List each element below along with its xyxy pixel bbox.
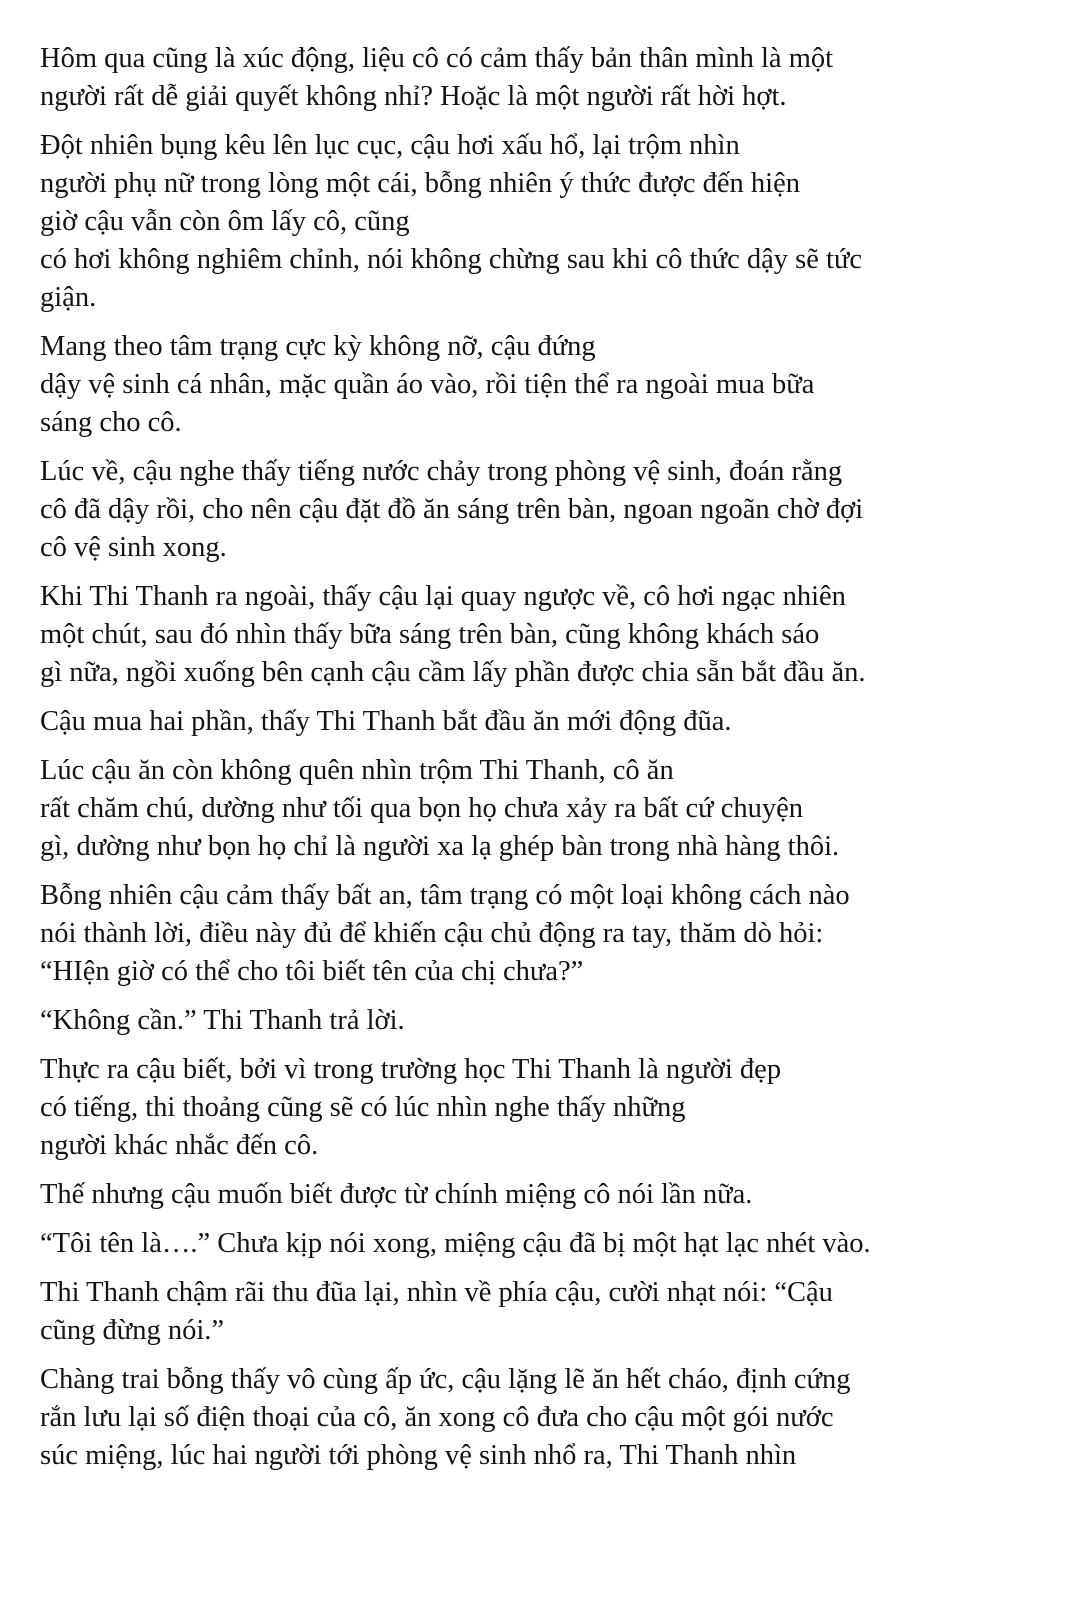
text-line: cô đã dậy rồi, cho nên cậu đặt đồ ăn sáng trên bàn, ngoan ngoãn chờ đợi: [40, 494, 864, 525]
text-line: “Tôi tên là….” Chưa kịp nói xong, miệng cậu đã bị một hạt lạc nhét vào.: [40, 1228, 871, 1259]
text-line: “Không cần.” Thi Thanh trả lời.: [40, 1005, 405, 1036]
paragraph-9: [40, 1002, 1038, 1040]
paragraph-1: [40, 40, 1038, 116]
text-line: Thế nhưng cậu muốn biết được từ chính miệng cô nói lần nữa.: [40, 1179, 753, 1210]
paragraph-10: [40, 1051, 1038, 1165]
text-line: Cậu mua hai phần, thấy Thi Thanh bắt đầu ăn mới động đũa.: [40, 706, 732, 737]
text-line: sáng cho cô.: [40, 407, 182, 438]
paragraph-3: [40, 328, 1038, 442]
text-line: có tiếng, thi thoảng cũng sẽ có lúc nhìn nghe thấy những: [40, 1092, 686, 1123]
text-line: Đột nhiên bụng kêu lên lục cục, cậu hơi xấu hổ, lại trộm nhìn: [40, 130, 740, 161]
text-line: nói thành lời, điều này đủ để khiến cậu chủ động ra tay, thăm dò hỏi:: [40, 918, 824, 949]
text-line: giờ cậu vẫn còn ôm lấy cô, cũng: [40, 206, 410, 237]
text-line: Hôm qua cũng là xúc động, liệu cô có cảm thấy bản thân mình là một: [40, 43, 834, 74]
text-line: Lúc cậu ăn còn không quên nhìn trộm Thi Thanh, cô ăn: [40, 755, 674, 786]
text-line: Bỗng nhiên cậu cảm thấy bất an, tâm trạng có một loại không cách nào: [40, 880, 850, 911]
text-line: dậy vệ sinh cá nhân, mặc quần áo vào, rồi tiện thể ra ngoài mua bữa: [40, 369, 815, 400]
text-line: cũng đừng nói.”: [40, 1315, 225, 1346]
paragraph-11: [40, 1176, 1038, 1214]
text-line: cô vệ sinh xong.: [40, 532, 227, 563]
paragraph-4: [40, 453, 1038, 567]
text-line: người phụ nữ trong lòng một cái, bỗng nhiên ý thức được đến hiện: [40, 168, 800, 199]
text-line: giận.: [40, 282, 97, 313]
paragraph-13: [40, 1274, 1038, 1350]
text-line: có hơi không nghiêm chỉnh, nói không chừng sau khi cô thức dậy sẽ tức: [40, 244, 863, 275]
paragraph-14: [40, 1361, 1038, 1475]
text-line: Khi Thi Thanh ra ngoài, thấy cậu lại quay ngược về, cô hơi ngạc nhiên: [40, 581, 846, 612]
text-line: người rất dễ giải quyết không nhỉ? Hoặc là một người rất hời hợt.: [40, 81, 787, 112]
paragraph-8: [40, 877, 1038, 991]
text-line: súc miệng, lúc hai người tới phòng vệ sinh nhổ ra, Thi Thanh nhìn: [40, 1440, 797, 1471]
text-line: rắn lưu lại số điện thoại của cô, ăn xong cô đưa cho cậu một gói nước: [40, 1402, 834, 1433]
text-line: Mang theo tâm trạng cực kỳ không nỡ, cậu đứng: [40, 331, 596, 362]
text-line: Lúc về, cậu nghe thấy tiếng nước chảy trong phòng vệ sinh, đoán rằng: [40, 456, 843, 487]
text-line: gì nữa, ngồi xuống bên cạnh cậu cầm lấy phần được chia sẵn bắt đầu ăn.: [40, 657, 866, 688]
paragraph-12: [40, 1225, 1038, 1263]
paragraph-2: [40, 127, 1038, 317]
text-line: người khác nhắc đến cô.: [40, 1130, 319, 1161]
text-line: gì, dường như bọn họ chỉ là người xa lạ ghép bàn trong nhà hàng thôi.: [40, 831, 840, 862]
text-line: Chàng trai bỗng thấy vô cùng ấp ức, cậu lặng lẽ ăn hết cháo, định cứng: [40, 1364, 851, 1395]
text-line: Thực ra cậu biết, bởi vì trong trường học Thi Thanh là người đẹp: [40, 1054, 782, 1085]
text-line: một chút, sau đó nhìn thấy bữa sáng trên bàn, cũng không khách sáo: [40, 619, 820, 650]
text-line: rất chăm chú, dường như tối qua bọn họ chưa xảy ra bất cứ chuyện: [40, 793, 804, 824]
paragraph-7: [40, 752, 1038, 866]
paragraph-5: [40, 578, 1038, 692]
paragraph-6: [40, 703, 1038, 741]
text-line: “HIện giờ có thể cho tôi biết tên của chị chưa?”: [40, 956, 584, 987]
text-line: Thi Thanh chậm rãi thu đũa lại, nhìn về phía cậu, cười nhạt nói: “Cậu: [40, 1277, 833, 1308]
